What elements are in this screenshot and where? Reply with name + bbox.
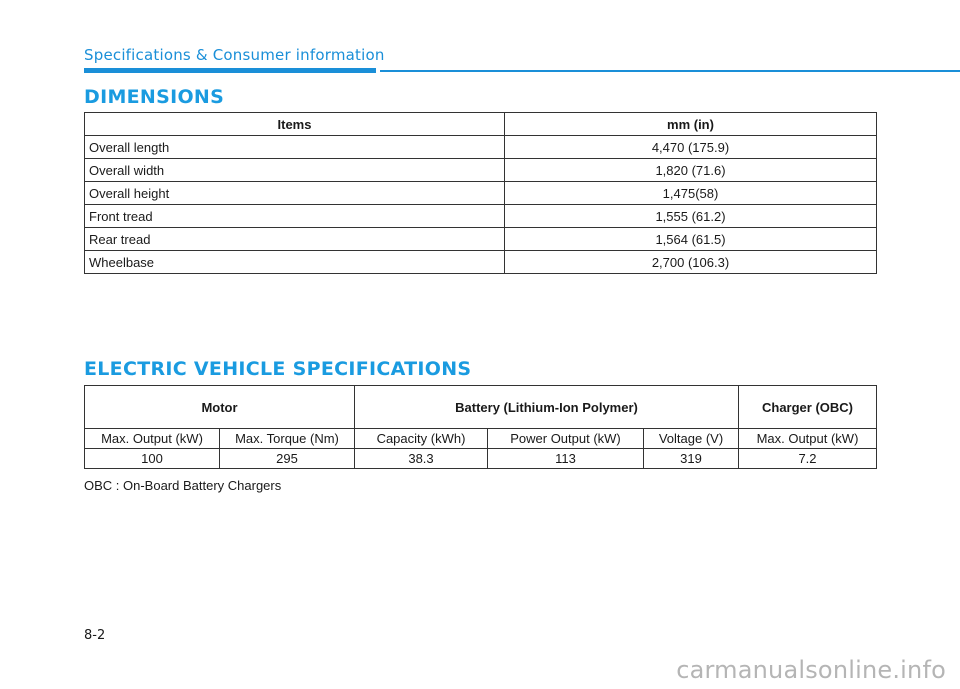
table-row: [85, 136, 877, 159]
subheader-cell: Max. Output (kW): [739, 429, 877, 449]
item-cell: Overall length: [85, 136, 505, 159]
subheader-cell: Max. Torque (Nm): [220, 429, 355, 449]
ev-specs-title: ELECTRIC VEHICLE SPECIFICATIONS: [84, 358, 472, 380]
ev-specs-table: [84, 385, 877, 469]
item-cell: Overall width: [85, 159, 505, 182]
item-cell: Overall height: [85, 182, 505, 205]
motor-header: Motor: [85, 386, 355, 429]
values-row: [85, 449, 877, 469]
item-cell: Front tread: [85, 205, 505, 228]
group-header-row: [85, 386, 877, 429]
table-row: [85, 205, 877, 228]
value-cell: 1,475(58): [505, 182, 877, 205]
battery-header: Battery (Lithium-Ion Polymer): [355, 386, 739, 429]
header-rule-thick: [84, 68, 376, 73]
obc-footnote: OBC : On-Board Battery Chargers: [84, 478, 282, 493]
value-cell: 100: [85, 449, 220, 469]
table-row: [85, 251, 877, 274]
watermark: carmanualsonline.info: [676, 656, 946, 684]
value-cell: 295: [220, 449, 355, 469]
header-rule-thin: [380, 70, 960, 72]
table-row: [85, 159, 877, 182]
value-cell: 319: [644, 449, 739, 469]
value-cell: 2,700 (106.3): [505, 251, 877, 274]
table-row: [85, 182, 877, 205]
item-cell: Wheelbase: [85, 251, 505, 274]
mm-header: mm (in): [505, 113, 877, 136]
subheader-cell: Voltage (V): [644, 429, 739, 449]
table-row: [85, 228, 877, 251]
section-header-title: Specifications & Consumer information: [84, 46, 385, 64]
value-cell: 1,820 (71.6): [505, 159, 877, 182]
page-number: 8-2: [84, 628, 106, 643]
value-cell: 4,470 (175.9): [505, 136, 877, 159]
subheader-cell: Capacity (kWh): [355, 429, 488, 449]
table-header-row: [85, 113, 877, 136]
value-cell: 113: [488, 449, 644, 469]
subheader-cell: Max. Output (kW): [85, 429, 220, 449]
item-cell: Rear tread: [85, 228, 505, 251]
dimensions-table: [84, 112, 877, 274]
dimensions-title: DIMENSIONS: [84, 86, 225, 108]
value-cell: 1,555 (61.2): [505, 205, 877, 228]
value-cell: 7.2: [739, 449, 877, 469]
value-cell: 1,564 (61.5): [505, 228, 877, 251]
charger-header: Charger (OBC): [739, 386, 877, 429]
subheader-row: [85, 429, 877, 449]
value-cell: 38.3: [355, 449, 488, 469]
subheader-cell: Power Output (kW): [488, 429, 644, 449]
items-header: Items: [85, 113, 505, 136]
